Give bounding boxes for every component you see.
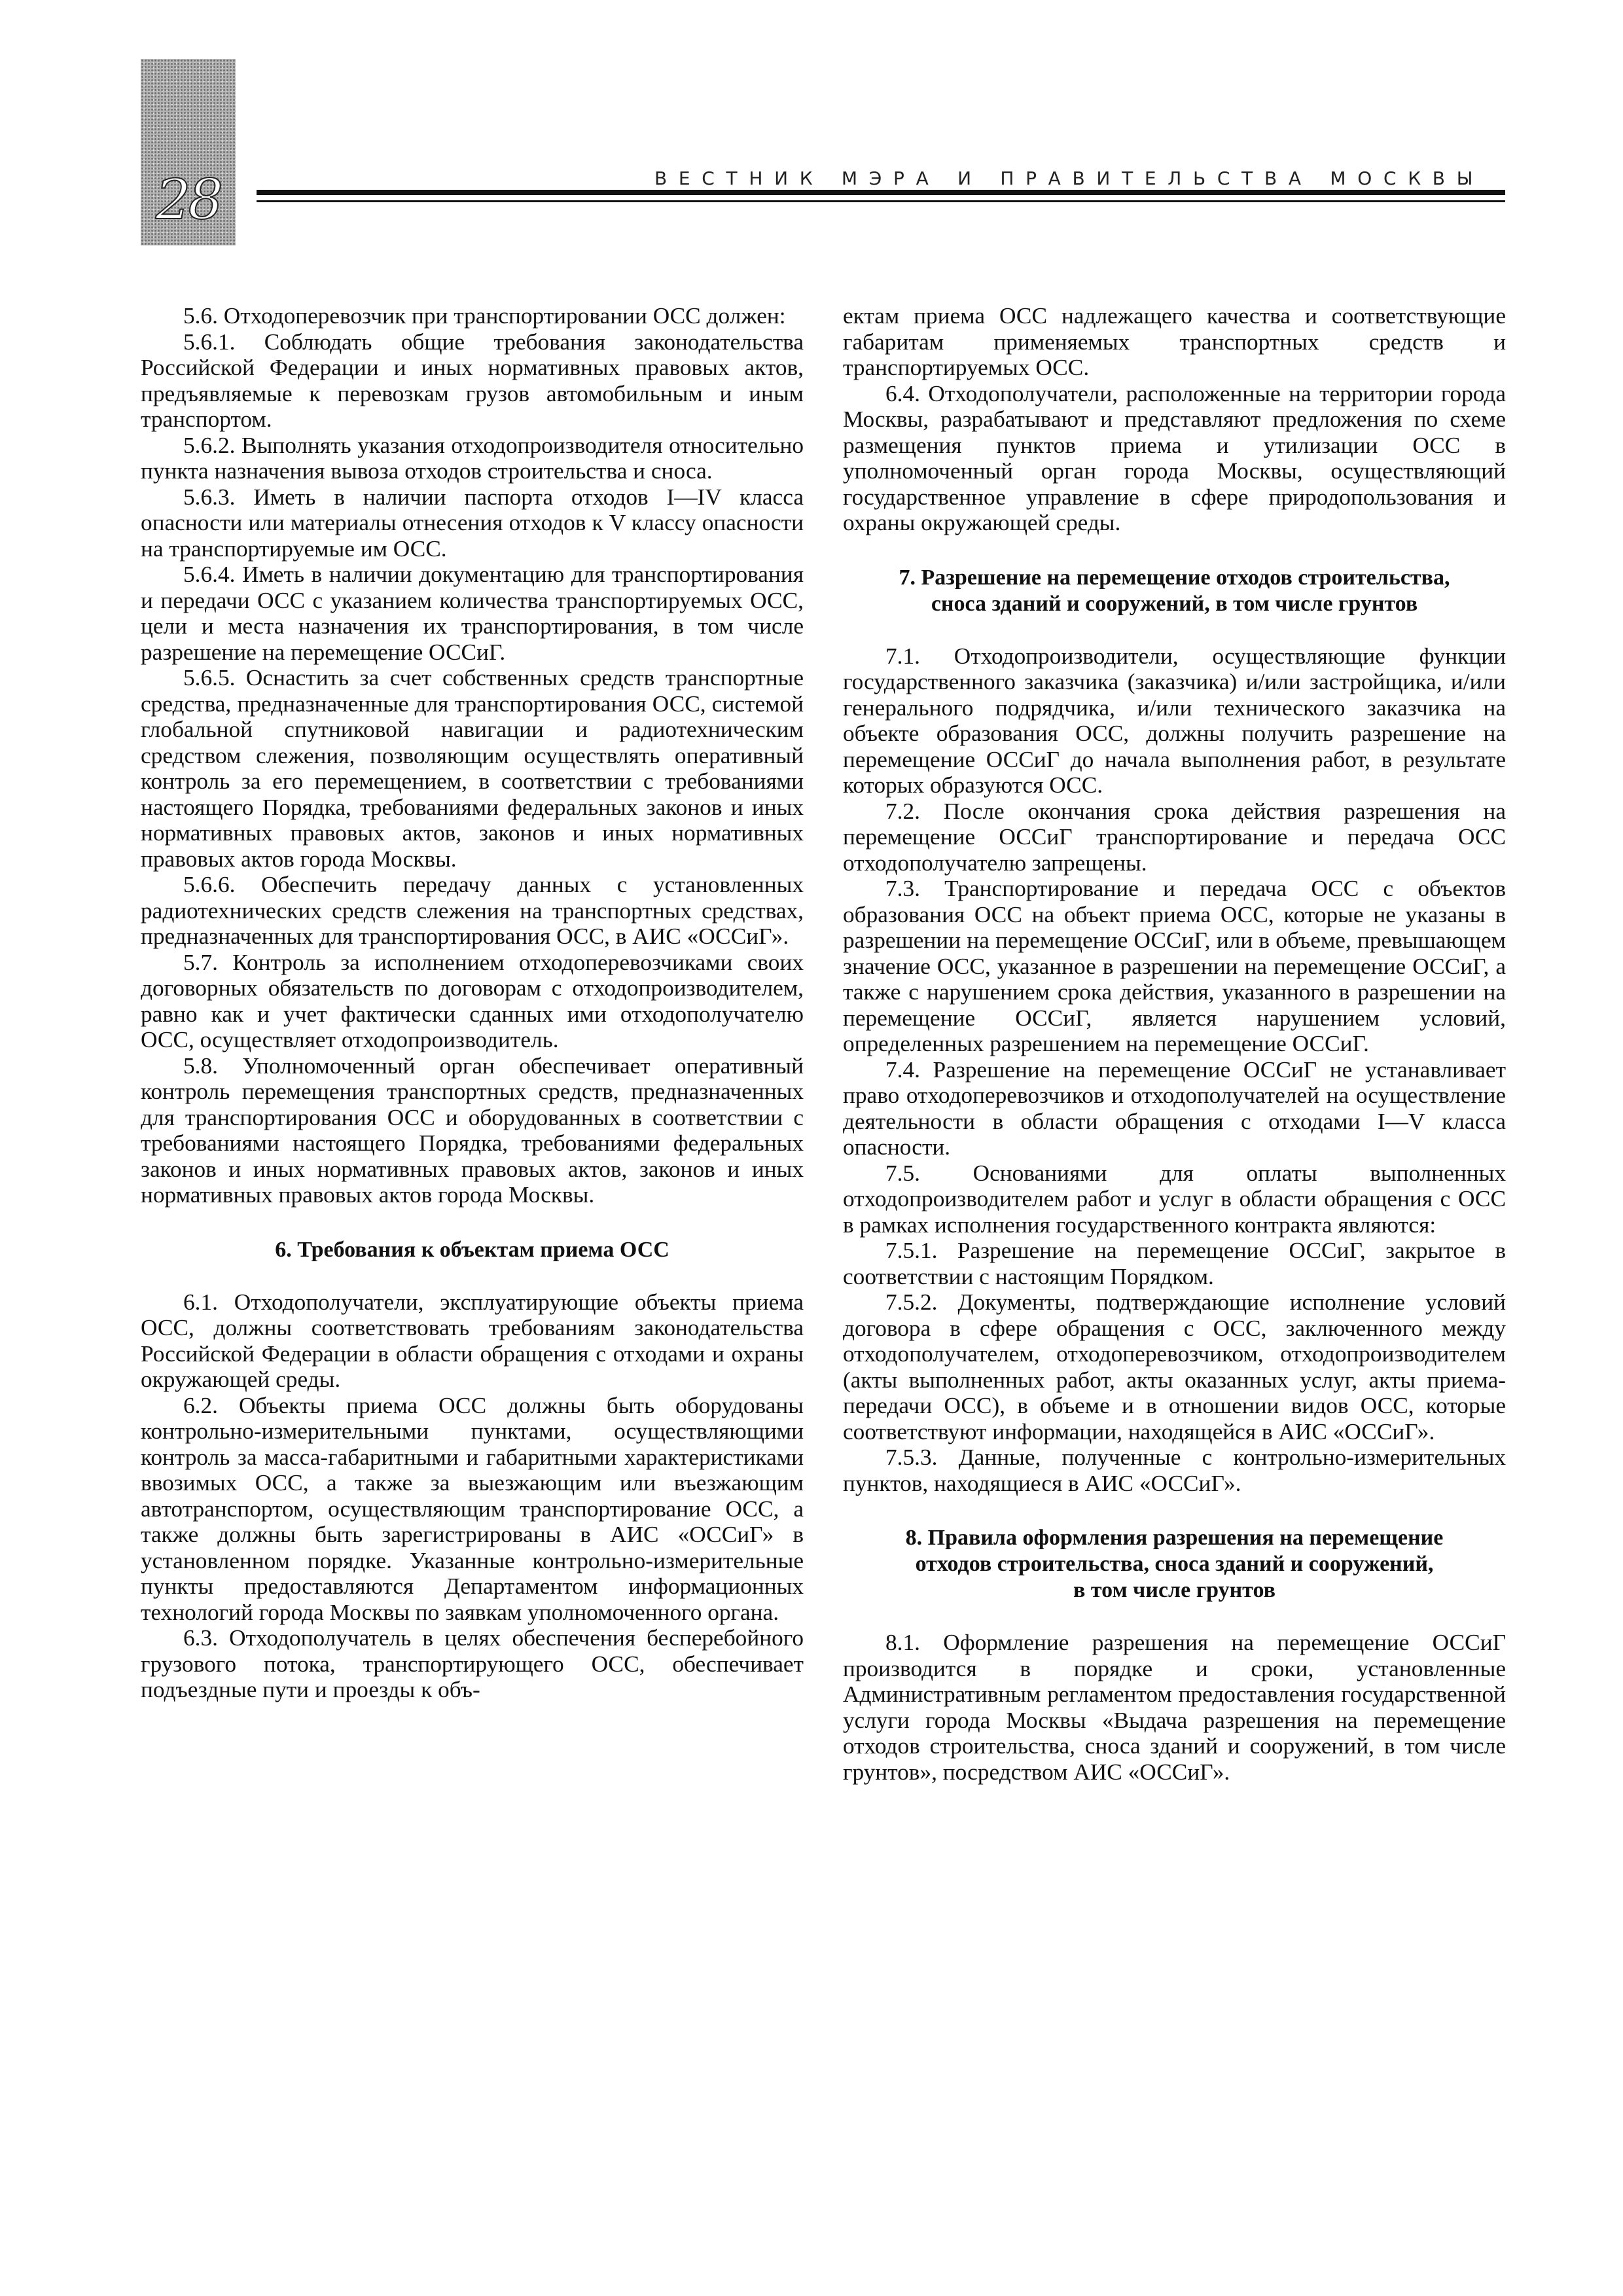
right-column — [843, 303, 1506, 1785]
paragraph-5-6-6: 5.6.6. Обеспечить передачу данных с установленных радиотехнических средств слежения на транспортных средствах, предназначенных для транспортирования ОСС, в АИС «ОССиГ». — [141, 872, 804, 949]
paragraph-6-2: 6.2. Объекты приема ОСС должны быть оборудованы контрольно-измерительными пунктами, осуществляющими контроль за масса-габаритными и габаритными характеристиками ввозимых ОСС, а также за выезжающим или въезжающим автотранспортом, осуществляющим транспортирование ОСС, а также должны быть зарегистрированы в АИС «ОССиГ» в установленном порядке. Указанные контрольно-измерительные пункты предоставляются Департаментом информационных технологий города Москвы по заявкам уполномоченного органа. — [141, 1392, 804, 1625]
paragraph-5-6-2: 5.6.2. Выполнять указания отходопроизводителя относительно пункта назначения вывоза отходов строительства и сноса. — [141, 432, 804, 484]
paragraph-5-7: 5.7. Контроль за исполнением отходоперевозчиками своих договорных обязательств по договорам с отходопроизводителем, равно как и учет фактически сданных ими отходополучателю ОСС, осуществляет отходопроизводитель. — [141, 949, 804, 1052]
left-column — [141, 303, 804, 1703]
paragraph-7-5-3: 7.5.3. Данные, полученные с контрольно-измерительных пунктов, находящиеся в АИС «ОССиГ». — [843, 1444, 1506, 1496]
paragraph-7-5-1: 7.5.1. Разрешение на перемещение ОССиГ, закрытое в соответствии с настоящим Порядком. — [843, 1238, 1506, 1289]
page-number-badge — [141, 59, 236, 245]
section-heading-8 — [843, 1525, 1506, 1604]
paragraph-6-4: 6.4. Отходополучатели, расположенные на территории города Москвы, разрабатывают и представляют предложения по схеме размещения пунктов приема и утилизации ОСС в уполномоченный орган города Москвы, осуществляющий государственное управление в сфере природопользования и охраны окружающей среды. — [843, 380, 1506, 535]
paragraph-5-6-4: 5.6.4. Иметь в наличии документацию для транспортирования и передачи ОСС с указанием количества транспортируемых ОСС, цели и места назначения их транспортирования, в том числе разрешение на перемещение ОССиГ. — [141, 562, 804, 665]
paragraph-7-3: 7.3. Транспортирование и передача ОСС с объектов образования ОСС на объект приема ОСС, которые не указаны в разрешении на перемещение ОССиГ, или в объеме, превышающем значение ОСС, указанное в разрешении на перемещение ОССиГ, а также с нарушением срока действия, указанного в разрешении на перемещение ОССиГ, является нарушением условий, определенных разрешением на перемещение ОССиГ. — [843, 876, 1506, 1056]
section-heading-7-line-2: сноса зданий и сооружений, в том числе грунтов — [931, 591, 1418, 616]
paragraph-6-3: 6.3. Отходополучатель в целях обеспечения бесперебойного грузового потока, транспортирующего ОСС, обеспечивает подъездные пути и проезды к объ- — [141, 1625, 804, 1702]
paragraph-5-6: 5.6. Отходоперевозчик при транспортировании ОСС должен: — [183, 303, 786, 329]
page-number: 28 — [156, 168, 221, 232]
section-heading-6: 6. Требования к объектам приема ОСС — [275, 1237, 669, 1262]
paragraph-5-8: 5.8. Уполномоченный орган обеспечивает оперативный контроль перемещения транспортных средств, предназначенных для транспортирования ОСС и оборудованных в соответствии с требованиями настоящего Порядка, требованиями федеральных законов и иных нормативных правовых актов, законов и иных нормативных правовых актов города Москвы. — [141, 1052, 804, 1208]
section-heading-8-line-3: в том числе грунтов — [1073, 1578, 1275, 1602]
paragraph-5-6-5: 5.6.5. Оснастить за счет собственных средств транспортные средства, предназначенные для транспортирования ОСС, системой глобальной спутниковой навигации и радиотехническим средством слежения, позволяющим осуществлять оперативный контроль за его перемещением, в соответствии с требованиями настоящего Порядка, требованиями федеральных законов и иных нормативных правовых актов, законов и иных нормативных правовых актов города Москвы. — [141, 665, 804, 872]
paragraph-5-6-3: 5.6.3. Иметь в наличии паспорта отходов I—IV класса опасности или материалы отнесения отходов к V классу опасности на транспортируемые им ОСС. — [141, 484, 804, 562]
paragraph-7-5: 7.5. Основаниями для оплаты выполненных отходопроизводителем работ и услуг в области обращения с ОСС в рамках исполнения государственного контракта являются: — [843, 1160, 1506, 1238]
running-title: ВЕСТНИК МЭРА И ПРАВИТЕЛЬСТВА МОСКВЫ — [654, 168, 1485, 189]
header-rule-thin — [257, 200, 1505, 202]
paragraph-6-3-continued: ектам приема ОСС надлежащего качества и соответствующие габаритам применяемых транспортных средств и транспортируемых ОСС. — [843, 303, 1506, 380]
paragraph-6-1: 6.1. Отходополучатели, эксплуатирующие объекты приема ОСС, должны соответствовать требованиям законодательства Российской Федерации в области обращения с отходами и охраны окружающей среды. — [141, 1289, 804, 1392]
paragraph-7-1: 7.1. Отходопроизводители, осуществляющие функции государственного заказчика (заказчика) и/или застройщика, и/или генерального подрядчика, и/или технического заказчика на объекте образования ОСС, должны получить разрешение на перемещение ОССиГ до начала выполнения работ, в результате которых образуются ОСС. — [843, 643, 1506, 798]
paragraph-7-4: 7.4. Разрешение на перемещение ОССиГ не устанавливает право отходоперевозчиков и отходополучателей на осуществление деятельности в области обращения с отходами I—V класса опасности. — [843, 1056, 1506, 1160]
section-heading-8-line-1: 8. Правила оформления разрешения на перемещение — [905, 1526, 1444, 1550]
paragraph-7-2: 7.2. После окончания срока действия разрешения на перемещение ОССиГ транспортирование и передача ОСС отходополучателю запрещены. — [843, 798, 1506, 876]
paragraph-7-5-2: 7.5.2. Документы, подтверждающие исполнение условий договора в сфере обращения с ОСС, заключенного между отходополучателем, отходоперевозчиком, отходопроизводителем (акты выполненных работ, акты оказанных услуг, акты приема-передачи ОСС), в объеме и в отношении видов ОСС, которые соответствуют информации, находящейся в АИС «ОССиГ». — [843, 1289, 1506, 1444]
paragraph-8-1: 8.1. Оформление разрешения на перемещение ОССиГ производится в порядке и сроки, установленные Административным регламентом предоставления государственной услуги города Москвы «Выдача разрешения на перемещение отходов строительства, сноса зданий и сооружений, в том числе грунтов», посредством АИС «ОССиГ». — [843, 1630, 1506, 1785]
section-heading-7-line-1: 7. Разрешение на перемещение отходов строительства, — [899, 565, 1450, 590]
section-heading-8-line-2: отходов строительства, сноса зданий и сооружений, — [915, 1552, 1434, 1576]
header-rule-thick — [257, 190, 1505, 195]
paragraph-5-6-1: 5.6.1. Соблюдать общие требования законодательства Российской Федерации и иных нормативных правовых актов, предъявляемые к перевозкам грузов автомобильным и иным транспортом. — [141, 329, 804, 432]
section-heading-7 — [843, 565, 1506, 617]
